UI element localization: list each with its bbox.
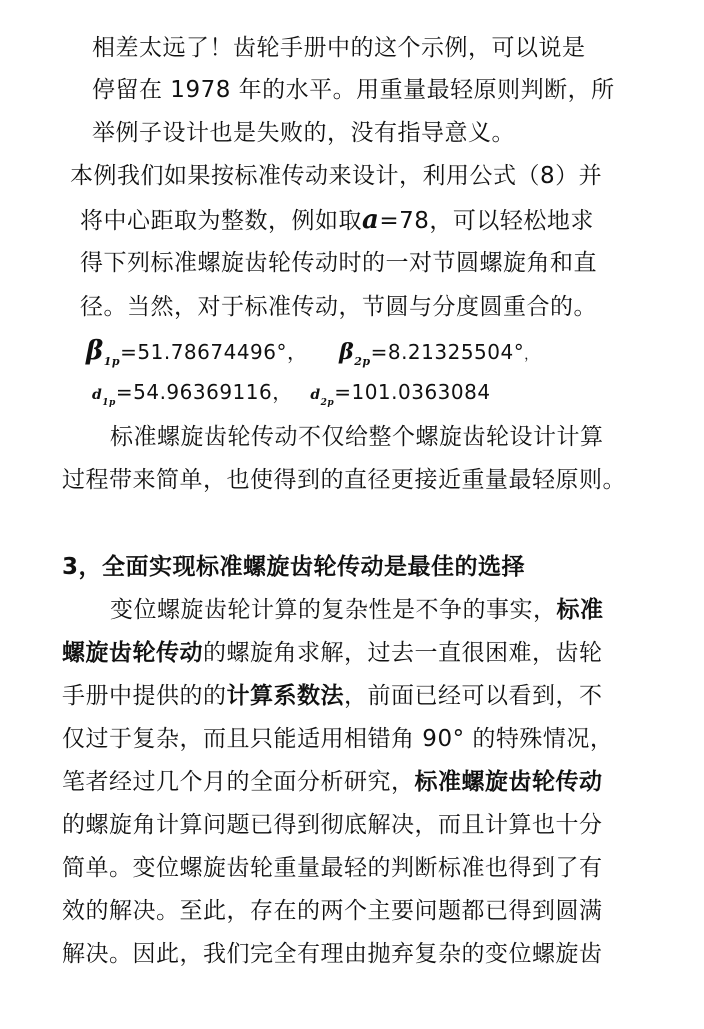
text-run: 变位螺旋齿轮计算的复杂性是不争的事实， <box>110 597 557 623</box>
text-line: 径。当然，对于标准传动，节圆与分度圆重合的。 <box>80 294 597 320</box>
equation-line-beta <box>86 336 538 377</box>
text-line: 停留在 1978 年的水平。用重量最轻原则判断，所 <box>92 77 615 103</box>
text-line: 本例我们如果按标准传动来设计，利用公式（8）并 <box>70 163 603 189</box>
bold-term: 标准螺旋齿轮传动 <box>414 769 603 795</box>
text-line: 效的解决。至此，存在的两个主要问题都已得到圆满 <box>62 898 603 924</box>
subscript: 1p <box>103 355 121 368</box>
d-symbol: d <box>310 387 321 403</box>
text-line: 解决。因此，我们完全有理由抛弃复杂的变位螺旋齿 <box>62 941 603 967</box>
text-line <box>62 681 603 711</box>
text-line <box>62 767 603 797</box>
text-run: =78，可以轻松地求 <box>379 208 594 234</box>
bold-term: 标准 <box>556 597 604 623</box>
text-line: 过程带来简单，也使得到的直径更接近重量最轻原则。 <box>62 467 626 493</box>
text-line: 的螺旋角计算问题已得到彻底解决，而且计算也十分 <box>62 812 603 838</box>
text-line <box>62 638 603 668</box>
text-line: 仅过于复杂，而且只能适用相错角 90° 的特殊情况， <box>62 726 614 752</box>
text-run: 将中心距取为整数，例如取 <box>80 208 362 234</box>
text-run: 手册中提供的的 <box>62 683 227 709</box>
subscript: 1p <box>102 398 116 408</box>
equation-value: =54.96369116， <box>115 380 293 404</box>
d-symbol: d <box>92 387 103 403</box>
text-run: ，前面已经可以看到，不 <box>344 683 603 709</box>
bold-term: 螺旋齿轮传动 <box>62 640 203 666</box>
text-run: 笔者经过几个月的全面分析研究， <box>62 769 415 795</box>
equation-value: =51.78674496°， <box>120 340 308 364</box>
text-line: 举例子设计也是失败的，没有指导意义。 <box>92 120 515 146</box>
subscript: 2p <box>354 355 371 368</box>
equation-value: =101.0363084 <box>334 380 491 404</box>
subscript: 2p <box>320 398 335 408</box>
beta-symbol: β <box>339 339 355 365</box>
bold-term: 计算系数法 <box>226 683 344 709</box>
equation-value: =8.21325504° <box>370 340 525 364</box>
beta-symbol: β <box>86 336 104 366</box>
text-line: 相差太远了！齿轮手册中的这个示例，可以说是 <box>92 35 586 61</box>
variable-a: a <box>362 205 380 235</box>
section-heading: 3，全面实现标准螺旋齿轮传动是最佳的选择 <box>62 554 526 580</box>
punctuation: ， <box>524 348 538 363</box>
text-line: 简单。变位螺旋齿轮重量最轻的判断标准也得到了有 <box>62 855 603 881</box>
text-line <box>110 595 604 625</box>
text-line <box>80 205 594 236</box>
text-run: 的螺旋角求解，过去一直很困难，齿轮 <box>203 640 603 666</box>
text-line: 标准螺旋齿轮传动不仅给整个螺旋齿轮设计计算 <box>110 424 604 450</box>
text-line: 得下列标准螺旋齿轮传动时的一对节圆螺旋角和直 <box>80 250 597 276</box>
equation-line-d <box>92 377 491 418</box>
